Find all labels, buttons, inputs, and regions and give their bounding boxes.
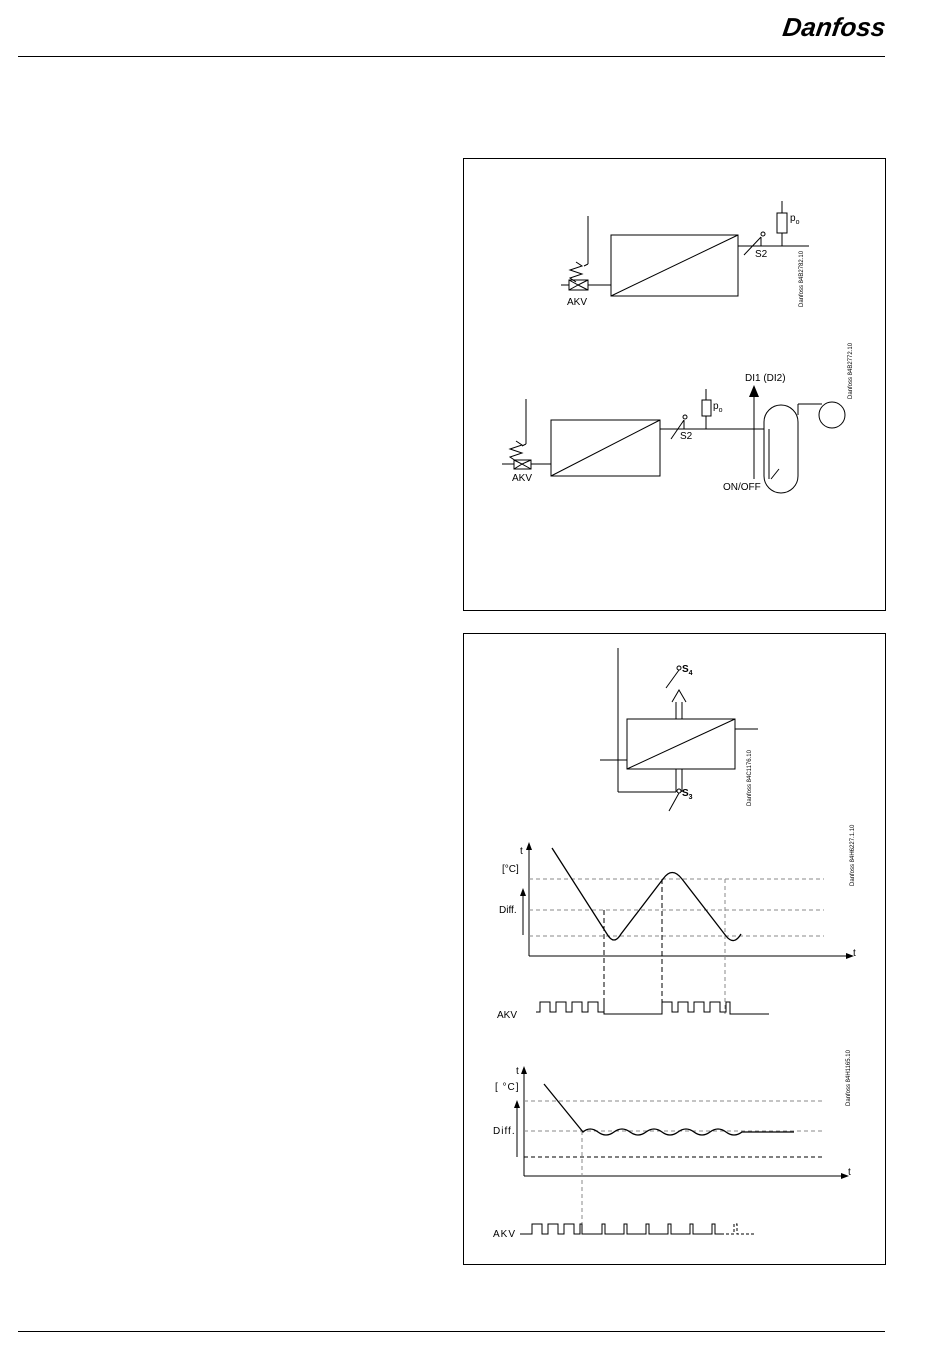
sensor-s3-label: $S_3$ (682, 788, 693, 801)
chart-1-unit-label: [°C] (502, 864, 519, 875)
diagram-b-valve-label: AKV (512, 473, 533, 484)
figure-panel-2-drawing (464, 634, 885, 1264)
chart-1-akv-pulses (536, 1002, 769, 1014)
header-rule (18, 56, 885, 57)
chart-2-akv-label: AKV (493, 1229, 517, 1240)
chart-1-diff-label: Diff. (499, 905, 517, 916)
arrow-up-icon (749, 385, 759, 397)
chart-2-y-axis-label: t (516, 1066, 519, 1077)
chart-2-diff-arrow-icon (514, 1100, 520, 1108)
chart-1-axes (523, 847, 849, 956)
chart-2-y-arrow-icon (521, 1066, 527, 1074)
diagram-a-code: Danfoss 84B2782.10 (799, 250, 805, 307)
chart-1-diff-arrow-icon (520, 888, 526, 896)
diagram-evaporator-s3-s4 (600, 648, 758, 811)
chart-2-akv-pulses (520, 1224, 724, 1234)
chart-1-x-axis-label: t (853, 948, 856, 959)
chart-1-switch-markers (604, 879, 662, 1014)
chart-2-x-axis-label: t (848, 1167, 851, 1178)
diagram-a-valve-label: AKV (567, 297, 588, 308)
figure-panel-1-drawing (464, 159, 885, 610)
chart-2-akv-pulses-continued (726, 1224, 754, 1234)
chart-1-temperature-curve (552, 848, 741, 941)
footer-rule (18, 1331, 885, 1332)
chart-2-temperature-curve (544, 1084, 794, 1135)
chart-1-reference-lines (529, 879, 824, 1014)
diagram-b-code: Danfoss 84B2772.10 (848, 342, 854, 399)
chart-2-diff-label: Diff. (493, 1126, 516, 1137)
diagram-compressor-system (502, 389, 845, 493)
chart-1-y-arrow-icon (526, 842, 532, 850)
chart-2-axes (517, 1071, 844, 1176)
danfoss-logo (780, 6, 888, 46)
chart-1-code: Danfoss 84H6227.1.10 (850, 824, 856, 886)
diagram-b-switch-label: ON/OFF (723, 482, 761, 493)
diagram-a-pressure-label: $p_o$ (790, 213, 800, 226)
diagram-c-code: Danfoss 84C1176.10 (747, 750, 753, 806)
diagram-b-sensor-label: S2 (680, 431, 693, 442)
chart-1-akv-label: AKV (497, 1010, 518, 1021)
sensor-s4-label: $S_4$ (682, 664, 693, 677)
diagram-b-pressure-label: $p_o$ (713, 401, 723, 414)
figure-panel-2 (463, 633, 886, 1265)
chart-2-code: Danfoss 84H1165.10 (846, 1050, 852, 1106)
diagram-evaporator-akv (561, 201, 809, 296)
diagram-a-sensor-label: S2 (755, 249, 768, 260)
figure-panel-1 (463, 158, 886, 611)
svg-text:Danfoss: Danfoss (780, 12, 888, 42)
chart-2-unit-label: [ °C] (495, 1082, 520, 1093)
diagram-b-input-label: DI1 (DI2) (745, 373, 786, 384)
chart-1-y-axis-label: t (520, 846, 523, 857)
chart-2-reference-lines (524, 1101, 822, 1234)
